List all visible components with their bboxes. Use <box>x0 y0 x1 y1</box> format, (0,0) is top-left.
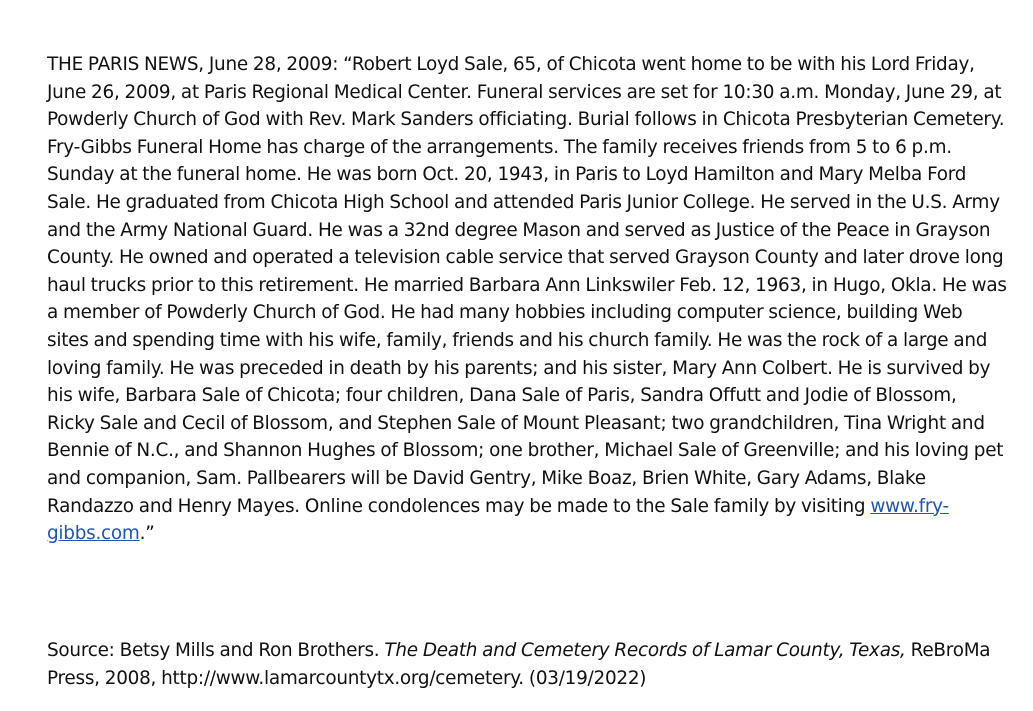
source-authors: Source: Betsy Mills and Ron Brothers. <box>47 640 385 661</box>
obituary-closing: .” <box>139 523 155 545</box>
obituary-text: THE PARIS NEWS, June 28, 2009: “Robert Loyd Sale, 65, of Chicota went home to be with his Lord Friday, June 26, 2009, at Paris Regional Medical Center. Funeral services are set for 10:30 a.m. Monday, June 29, at Powderly Church of God with Rev. Mark Sanders officiating. Burial follows in Chicota Presbyterian Cemetery. Fry-Gibbs Funeral Home has charge of the arrangements. The family receives friends from 5 to 6 p.m. Sunday at the funeral home. He was born Oct. 20, 1943, in Paris to Loyd Hamilton and Mary Melba Ford Sale. He graduated from Chicota High School and attended Paris Junior College. He served in the U.S. Army and the Army National Guard. He was a 32nd degree Mason and served as Justice of the Peace in Grayson County. He owned and operated a television cable service that served Grayson County and later drove long haul trucks prior to this retirement. He married Barbara Ann Linkswiler Feb. 12, 1963, in Hugo, Okla. He was a member of Powderly Church of God. He had many hobbies including computer science, building Web sites and spending time with his wife, family, friends and his church family. He was the rock of a large and loving family. He was preceded in death by his parents; and his sister, Mary Ann Colbert. He is survived by his wife, Barbara Sale of Chicota; four children, Dana Sale of Paris, Sandra Offutt and Jodie of Blossom, Ricky Sale and Cecil of Blossom, and Stephen Sale of Mount Pleasant; two grandchildren, Tina Wright and Bennie of N.C., and Shannon Hughes of Blossom; one brother, Michael Sale of Greenville; and his loving pet and companion, Sam. Pallbearers will be David Gentry, Mike Boaz, Brien White, Gary Adams, Blake Randazzo and Henry Mayes. Online condolences may be made to the Sale family by visiting <box>47 54 1007 517</box>
source-citation <box>47 637 1007 692</box>
source-book-title: The Death and Cemetery Records of Lamar County, Texas, <box>384 640 906 661</box>
source-publisher: ReBroMa Press, 2008, http://www.lamarcountytx.org/cemetery. (03/19/2022) <box>47 640 991 689</box>
funeral-home-link[interactable]: www.fry-gibbs.com <box>47 495 949 545</box>
obituary-paragraph <box>47 51 1007 548</box>
